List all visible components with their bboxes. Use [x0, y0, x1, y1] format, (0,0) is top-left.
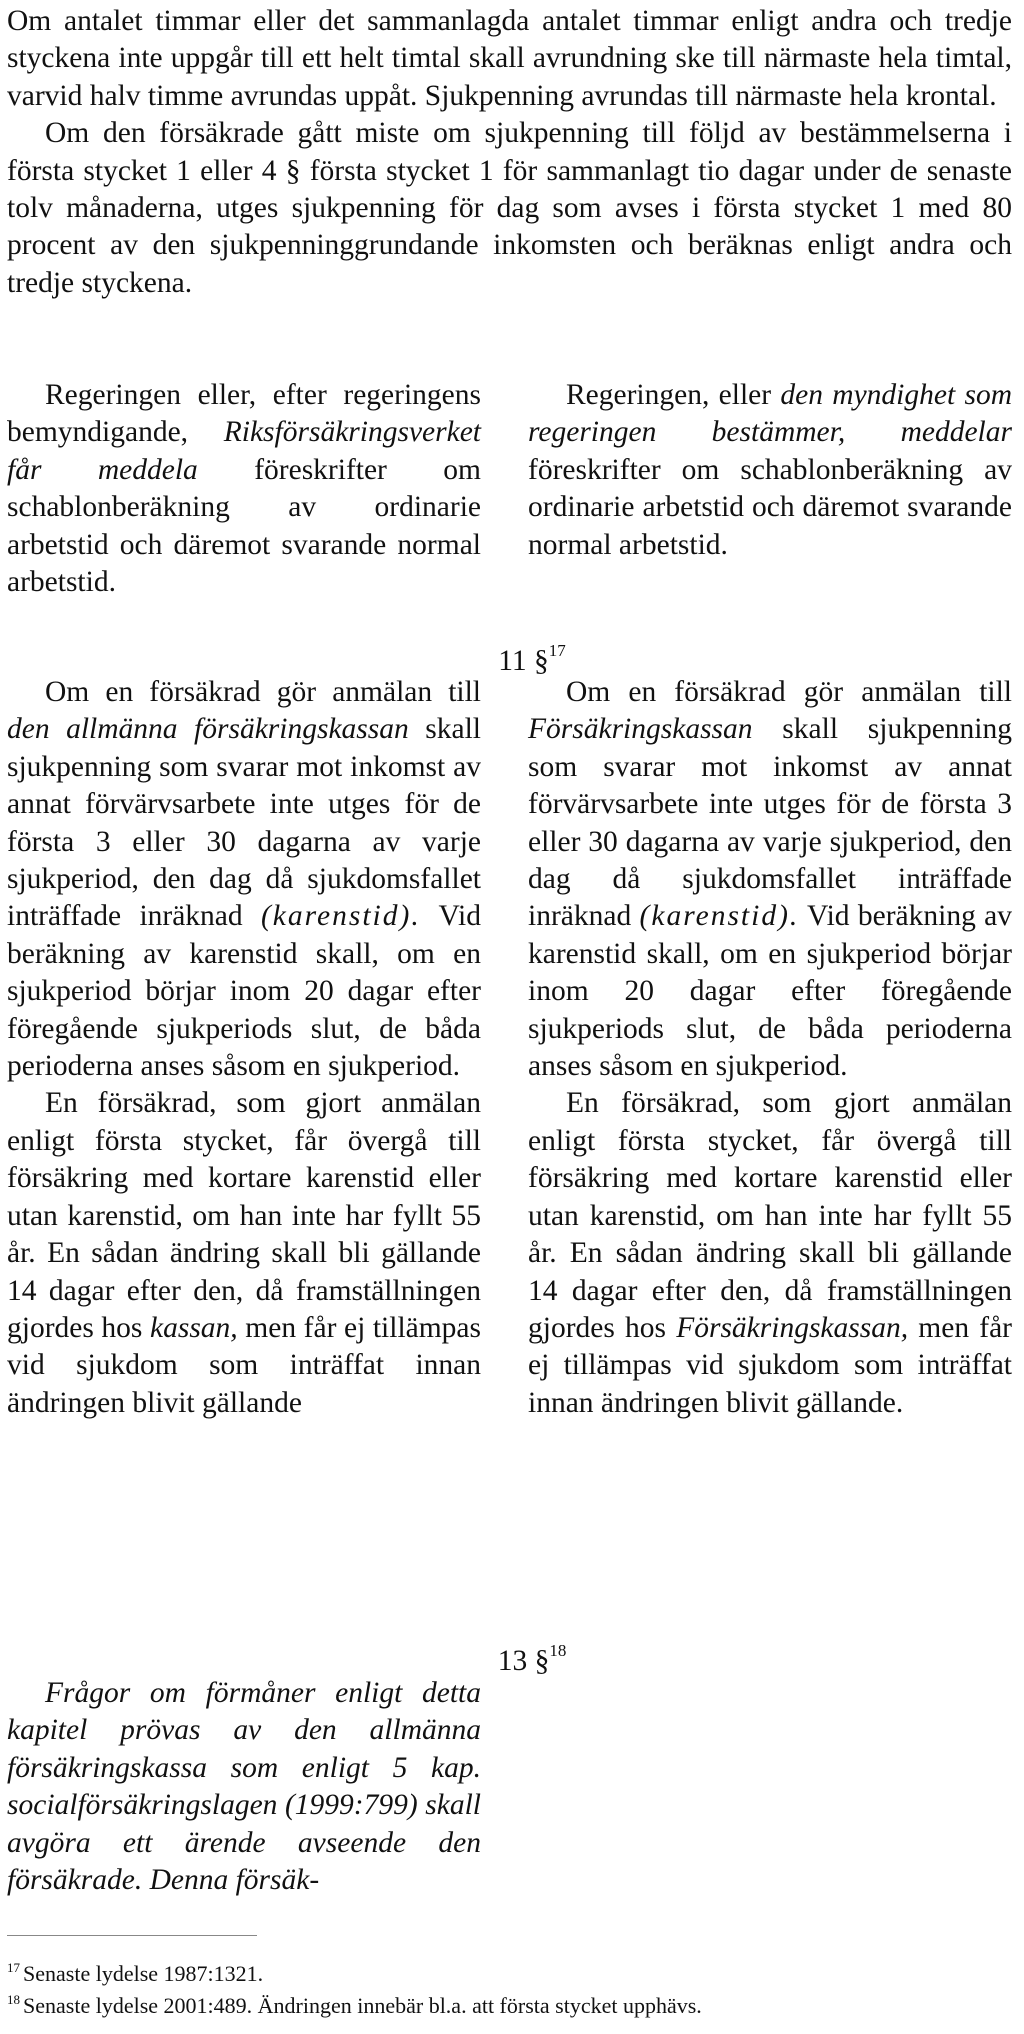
regulation-right-paragraph: [528, 377, 1012, 564]
footnote-text: Senaste lydelse 2001:489. Ändringen innebär bl.a. att första stycket upphävs.: [23, 1993, 702, 2018]
intro-paragraph-2: Om den försäkrade gått miste om sjukpenning till följd av bestämmelserna i första stycket 1 eller 4 § första stycket 1 för sammanlagt tio dagar under de senaste tolv månaderna, utges sjukpenning för dag som avses i första stycket 1 med 80 procent av den sjukpenninggrundande inkomsten och beräknas enligt andra och tredje styckena.: [7, 117, 1012, 299]
footnote-18: [7, 1986, 1012, 2020]
section-13-left-paragraph: Frågor om förmåner enligt detta kapitel prövas av den allmänna försäkringskassa som enligt 5 kap. socialförsäkringslagen (1999:799) skall avgöra ett ärende avseende den försäkrade. Denna försäk-: [7, 1677, 481, 1897]
text-run: En försäkrad, som gjort anmälan enligt första stycket, får övergå till försäkring med kortare karenstid eller utan karenstid, om han inte har fyllt 55 år. En sådan ändring skall bli gällande 14 dagar efter den, då framställningen gjordes hos: [7, 1087, 481, 1344]
text-run: Om en försäkrad gör anmälan till: [45, 676, 481, 708]
text-run: Regeringen eller, efter regeringens bemyndigande,: [7, 379, 481, 449]
footnote-text: Senaste lydelse 1987:1321.: [23, 1961, 264, 1986]
text-run: skall sjukpenning som svarar mot inkomst av annat förvärvsarbete inte utges för de första 3 eller 30 dagarna av varje sjukperiod, den dag då sjukdomsfallet inträffade inräknad: [7, 713, 482, 933]
section-11-right-paragraph-1: [528, 674, 1012, 1085]
text-run: föreskrifter om schablonberäkning av ordinarie arbetstid och däremot svarande normal arbetstid.: [528, 453, 1012, 561]
intro-paragraph-1: Om antalet timmar eller det sammanlagda antalet timmar enligt andra och tredje styckena inte uppgår till ett helt timtal skall avrundning ske till närmaste hela timtal, varvid halv timme avrundas uppåt. Sjukpenning avrundas till närmaste hela krontal.: [7, 5, 1012, 112]
italic-run: den myndighet som regeringen bestämmer, meddelar: [528, 379, 1012, 449]
section-13-left-column: [7, 1675, 481, 1899]
section-label: 13 §: [497, 1645, 550, 1677]
footnote-17: [7, 1954, 1012, 1988]
text-run: Vid beräkning av karenstid skall, om en sjukperiod börjar inom 20 dagar efter föregående sjukperiods slut, de båda perioderna anses såsom en sjukperiod.: [7, 900, 481, 1083]
section-11-right-column: [528, 674, 1012, 1422]
section-13-heading: [0, 1634, 1024, 1678]
italic-run: Försäkringskassan: [528, 713, 753, 746]
italic-run: den allmänna försäkringskassan: [7, 713, 409, 746]
regulation-left-column: [7, 377, 481, 601]
footnote-number: 18: [7, 1992, 20, 2007]
italic-run: Försäkringskassan,: [676, 1311, 909, 1344]
footnote-ref: 18: [549, 1641, 567, 1660]
text-run: men får ej tillämpas vid sjukdom som inträffat innan ändringen blivit gällande: [7, 1311, 481, 1419]
footnote-ref: 17: [548, 641, 566, 660]
text-run: Vid beräkning av karenstid skall, om en sjukperiod börjar inom 20 dagar efter föregående sjukperiods slut, de båda perioderna anses såsom en sjukperiod.: [528, 900, 1012, 1083]
intro-text: [7, 3, 1012, 302]
text-run: skall sjukpenning som svarar mot inkomst av annat förvärvsarbete inte utges för de första 3 eller 30 dagarna av varje sjukperiod, den dag då sjukdomsfallet inträffade inräknad: [528, 713, 1012, 933]
section-11-heading: [0, 634, 1024, 678]
italic-run: Riksförsäkringsverket får meddela: [7, 416, 481, 486]
section-11-right-paragraph-2: [528, 1085, 1012, 1422]
section-11-left-column: [7, 674, 481, 1422]
spaced-italic-run: (karenstid).: [639, 900, 800, 933]
section-label: 11 §: [498, 645, 549, 677]
text-run: Regeringen, eller: [566, 379, 781, 411]
text-run: Om en försäkrad gör anmälan till: [566, 676, 1012, 708]
regulation-right-column: [528, 377, 1012, 564]
text-run: En försäkrad, som gjort anmälan enligt första stycket, får övergå till försäkring med kortare karenstid eller utan karenstid, om han inte har fyllt 55 år. En sådan ändring skall bli gällande 14 dagar efter den, då framställningen gjordes hos: [528, 1087, 1012, 1344]
section-11-left-paragraph-2: [7, 1085, 481, 1422]
spaced-italic-run: (karenstid).: [260, 900, 421, 933]
footnote-number: 17: [7, 1960, 20, 1975]
text-run: men får ej tillämpas vid sjukdom som inträffat innan ändringen blivit gällande.: [528, 1311, 1012, 1419]
footnote-divider: [7, 1935, 257, 1936]
section-11-left-paragraph-1: [7, 674, 481, 1085]
text-run: föreskrifter om schablonberäkning av ordinarie arbetstid och däremot svarande normal arbetstid.: [7, 453, 481, 599]
regulation-left-paragraph: [7, 377, 481, 601]
italic-run: kassan,: [150, 1311, 238, 1344]
